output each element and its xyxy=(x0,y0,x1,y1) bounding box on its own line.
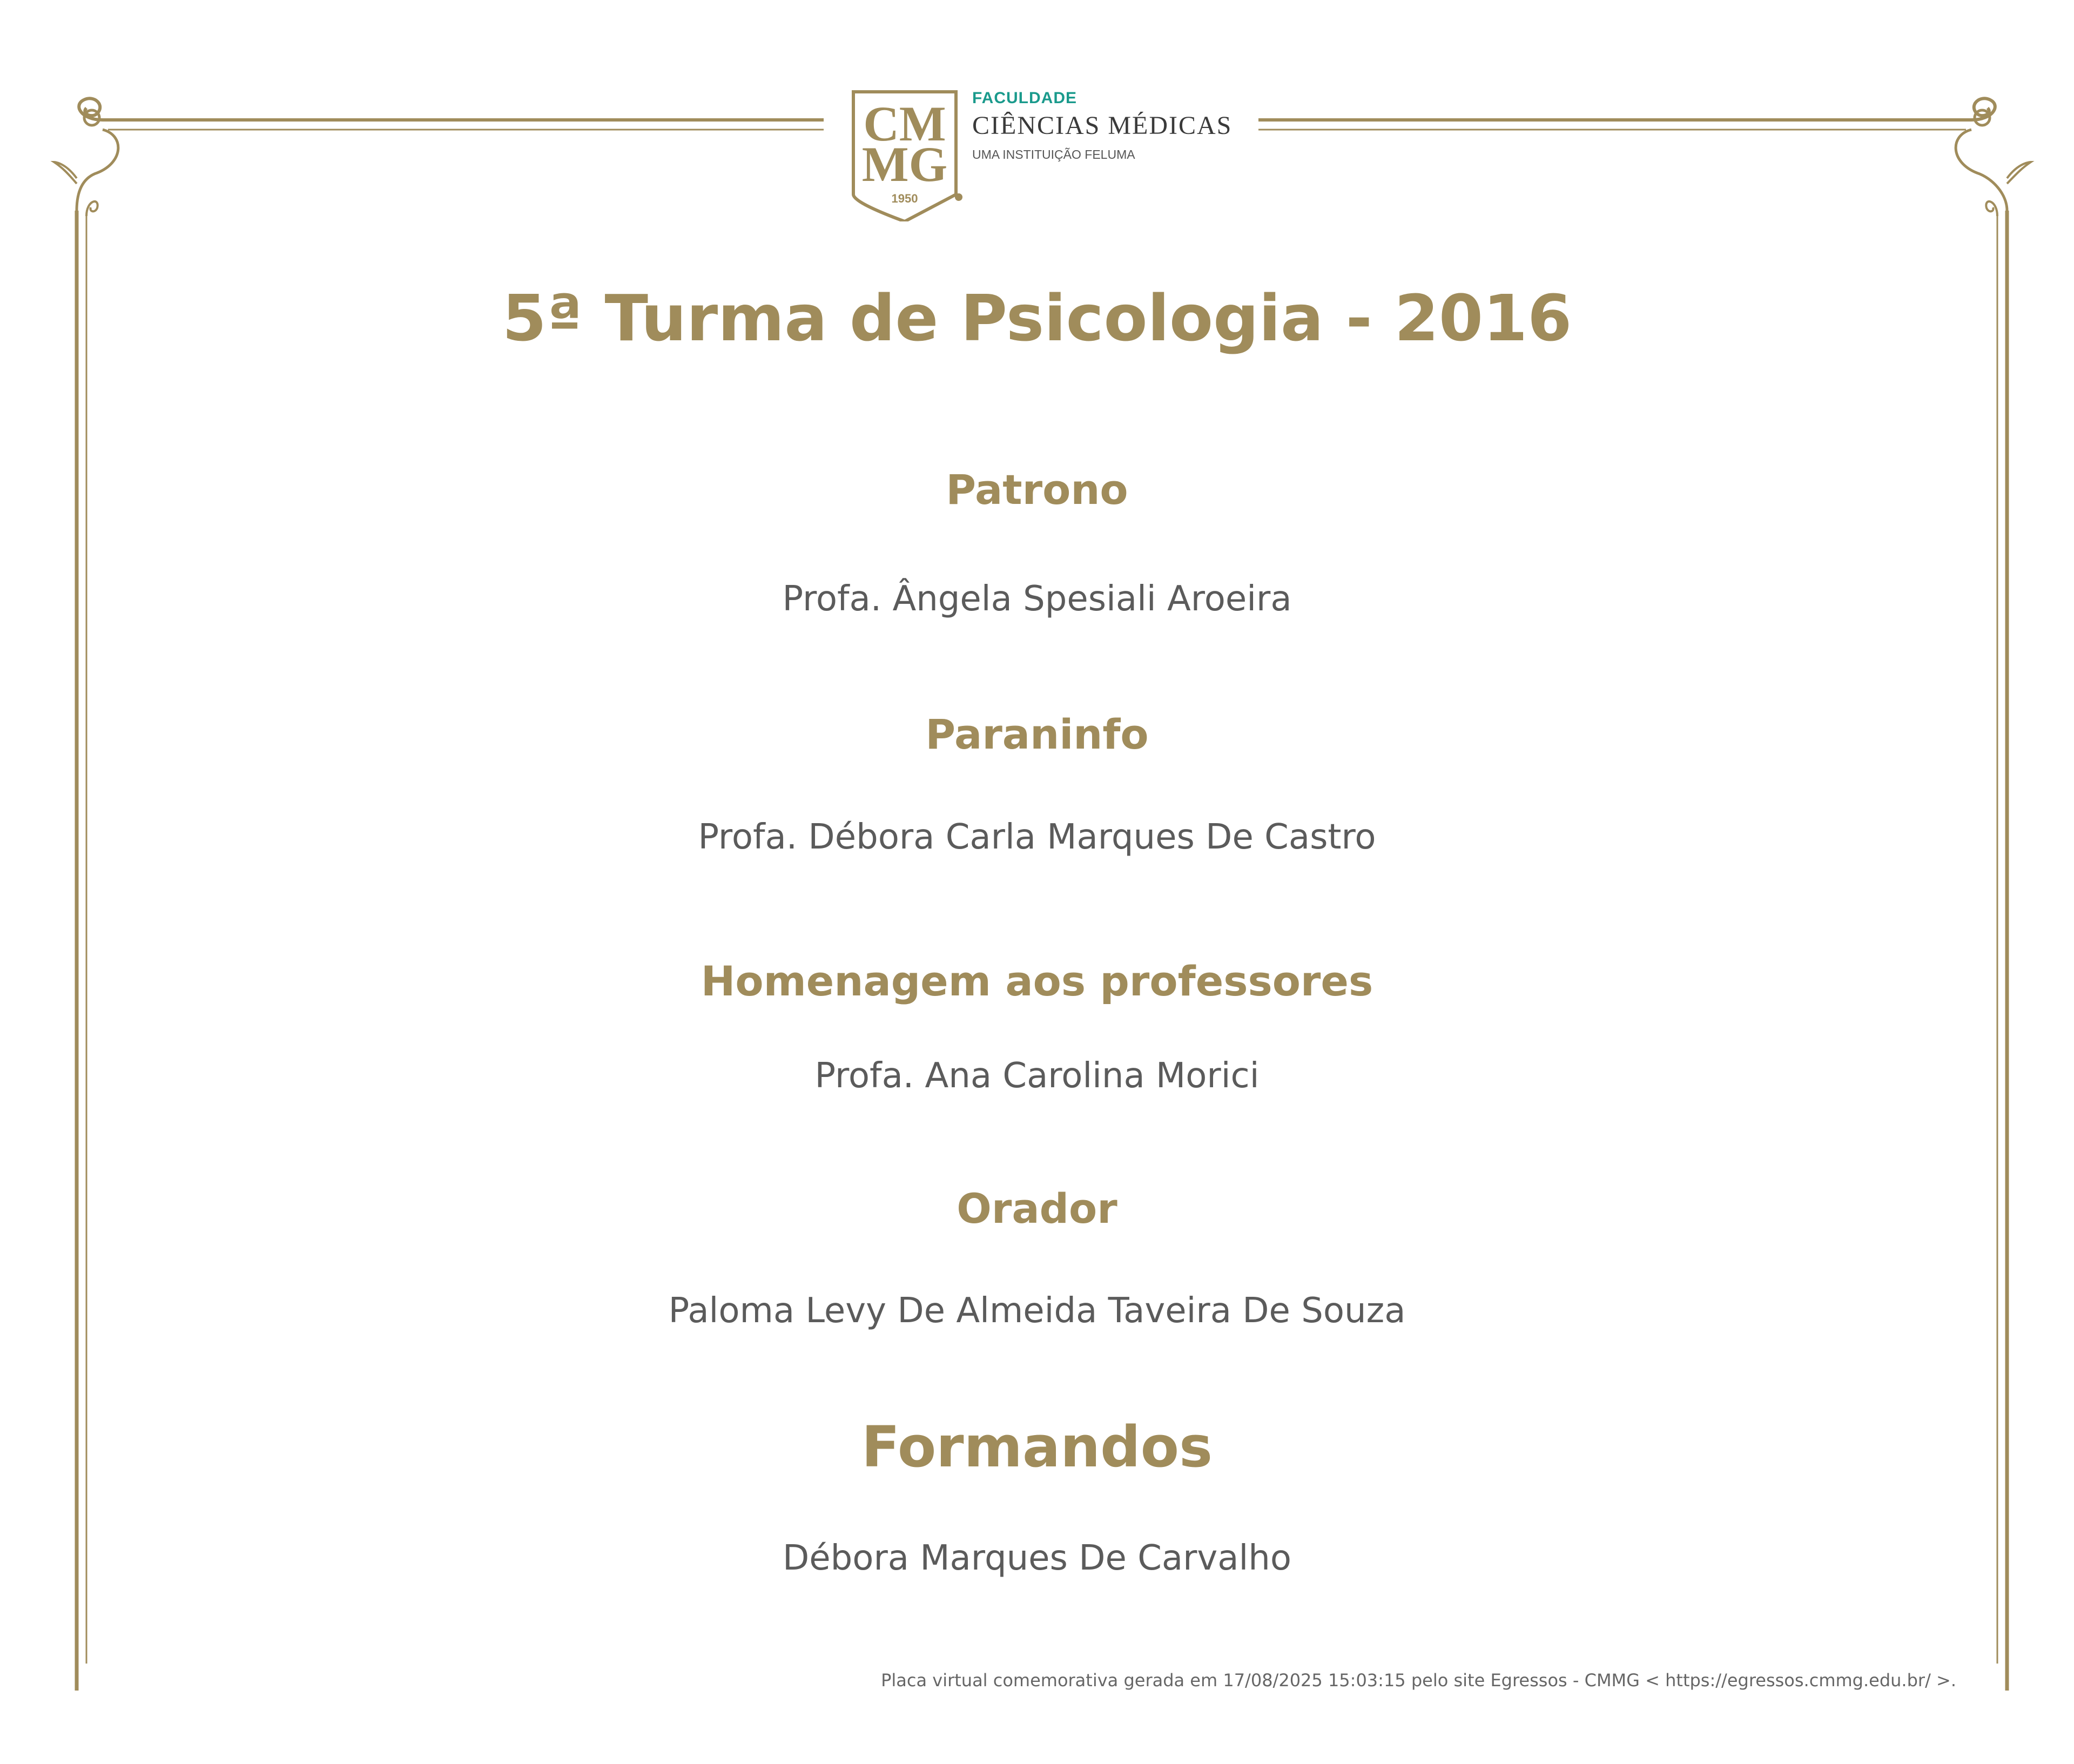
logo-faculdade: FACULDADE xyxy=(972,89,1077,107)
cmmg-shield-emblem xyxy=(851,89,969,221)
generation-footer: Placa virtual comemorativa gerada em 17/08/2025 15:03:15 pelo site Egressos - CMMG < https://egressos.cmmg.edu.br/ >. xyxy=(881,1670,1956,1691)
logo-ciencias-medicas: CIÊNCIAS MÉDICAS xyxy=(972,111,1233,140)
name-patrono: Profa. Ângela Spesiali Aroeira xyxy=(782,579,1292,619)
cmmg-logo xyxy=(851,89,1245,224)
logo-instituicao: UMA INSTITUIÇÃO FELUMA xyxy=(972,147,1135,161)
heading-paraninfo: Paraninfo xyxy=(925,710,1149,758)
monogram-top: CM xyxy=(863,96,946,151)
name-paraninfo: Profa. Débora Carla Marques De Castro xyxy=(698,817,1376,857)
heading-homenagem: Homenagem aos professores xyxy=(701,957,1373,1005)
name-orador: Paloma Levy De Almeida Taveira De Souza xyxy=(668,1291,1406,1331)
heading-patrono: Patrono xyxy=(946,466,1128,514)
heading-orador: Orador xyxy=(957,1184,1117,1233)
graduate-name: Débora Marques De Carvalho xyxy=(783,1538,1291,1578)
heading-formandos: Formandos xyxy=(861,1414,1213,1480)
monogram-bottom: MG xyxy=(861,137,948,192)
name-homenagem: Profa. Ana Carolina Morici xyxy=(814,1056,1260,1096)
page-title: 5ª Turma de Psicologia - 2016 xyxy=(502,281,1572,355)
logo-year: 1950 xyxy=(891,192,918,205)
